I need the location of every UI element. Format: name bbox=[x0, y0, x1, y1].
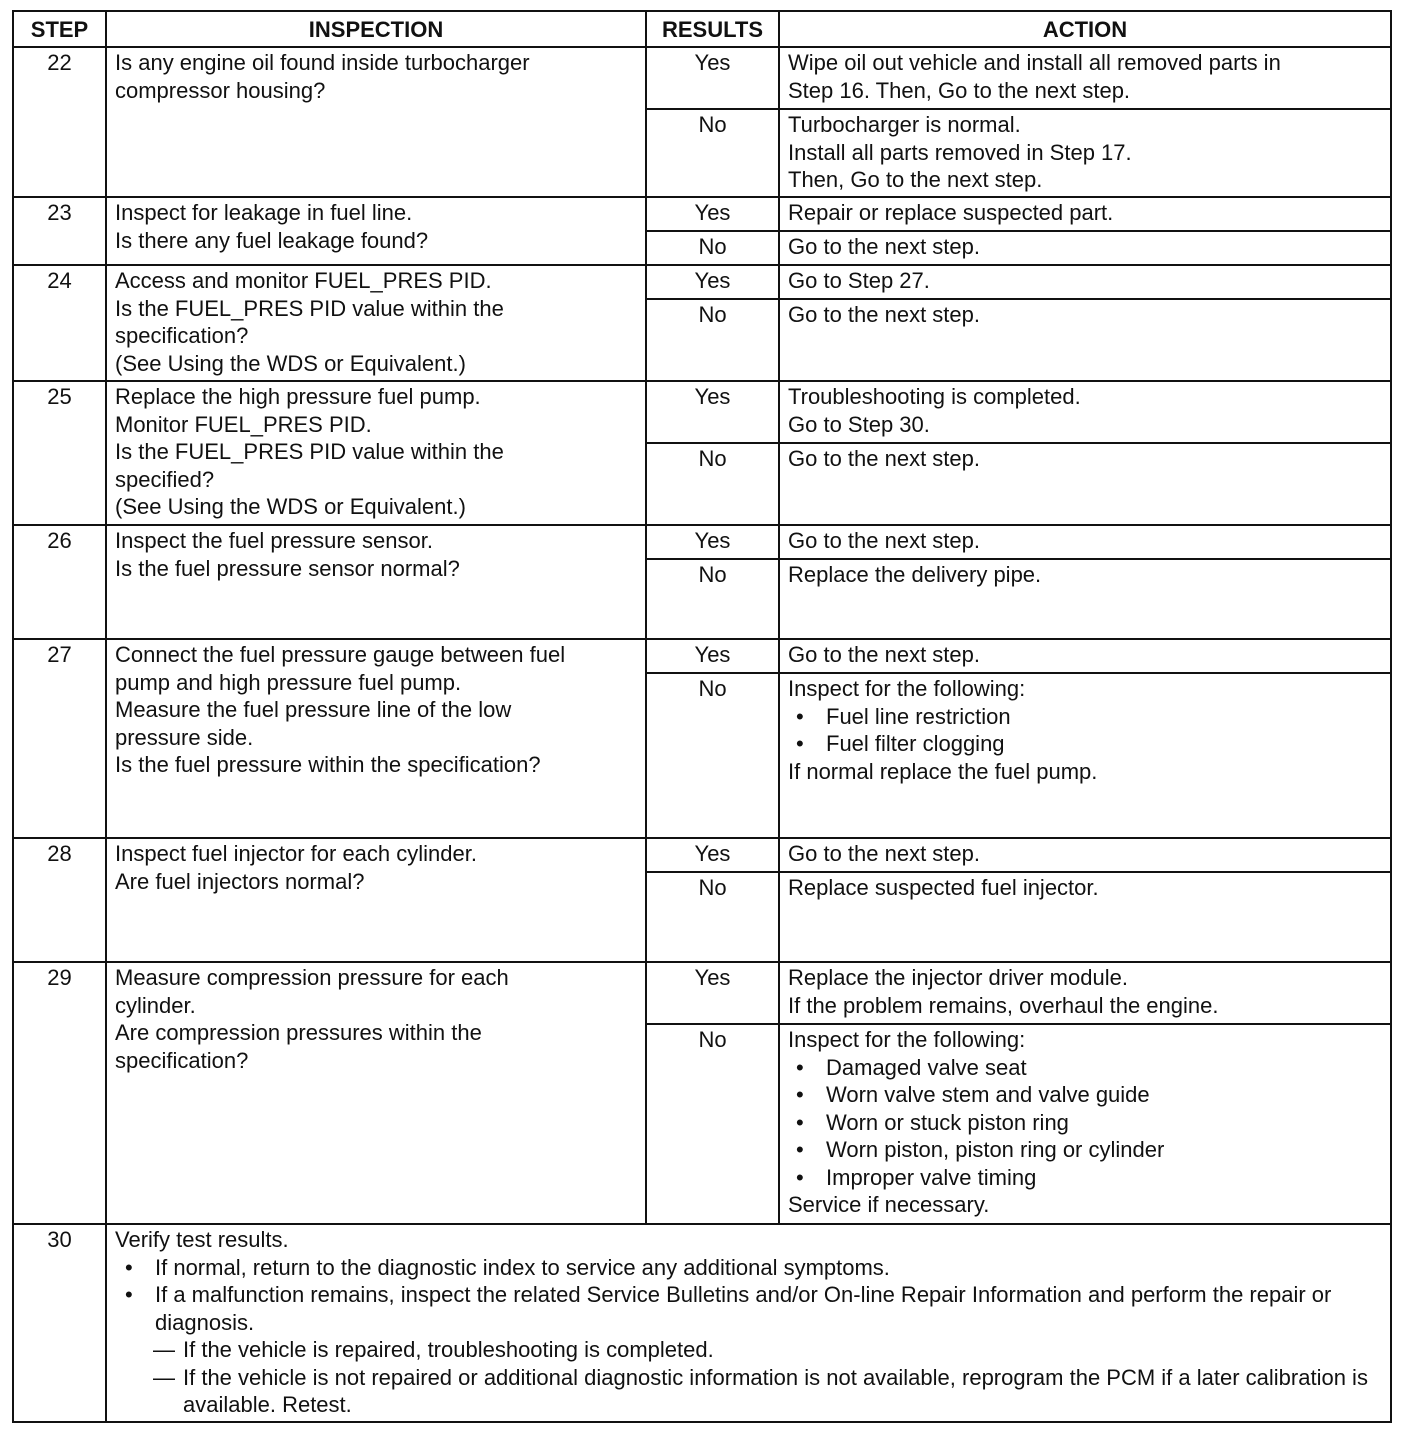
inspection-cell bbox=[106, 265, 646, 381]
action-text: Go to the next step. bbox=[788, 234, 981, 259]
diagnostic-table bbox=[12, 10, 1392, 1423]
table-row bbox=[13, 962, 1391, 1024]
table-row bbox=[13, 639, 1391, 673]
action-yes bbox=[779, 265, 1391, 299]
action-no bbox=[779, 443, 1391, 525]
inspection-text: specification? bbox=[115, 323, 249, 348]
header-row bbox=[13, 11, 1391, 47]
result-yes: Yes bbox=[646, 525, 779, 559]
inspection-cell bbox=[106, 381, 646, 525]
action-text: Troubleshooting is completed. bbox=[788, 384, 1081, 409]
action-no bbox=[779, 231, 1391, 265]
table-row bbox=[13, 525, 1391, 559]
action-no bbox=[779, 559, 1391, 639]
action-text: Repair or replace suspected part. bbox=[788, 200, 1114, 225]
inspection-text: Is the fuel pressure sensor normal? bbox=[115, 555, 460, 581]
inspection-text: Is there any fuel leakage found? bbox=[115, 227, 429, 253]
action-text: Step 16. Then, Go to the next step. bbox=[788, 77, 1131, 103]
action-text: Service if necessary. bbox=[788, 1192, 990, 1217]
action-text: Turbocharger is normal. bbox=[788, 112, 1021, 137]
action-text: Wipe oil out vehicle and install all removed parts in bbox=[788, 50, 1281, 75]
result-no: No bbox=[646, 559, 779, 639]
inspection-cell bbox=[106, 962, 646, 1224]
result-yes: Yes bbox=[646, 838, 779, 872]
header-step: STEP bbox=[13, 11, 106, 47]
action-text: Then, Go to the next step. bbox=[788, 167, 1043, 192]
result-yes: Yes bbox=[646, 381, 779, 443]
inspection-text: Is any engine oil found inside turbocharger bbox=[115, 50, 530, 75]
inspection-text: Monitor FUEL_PRES PID. bbox=[115, 411, 372, 437]
result-yes: Yes bbox=[646, 265, 779, 299]
action-text: Replace the injector driver module. bbox=[788, 965, 1128, 990]
inspection-text: Inspect the fuel pressure sensor. bbox=[115, 528, 433, 553]
result-no: No bbox=[646, 443, 779, 525]
step-number: 23 bbox=[13, 197, 106, 265]
inspection-text: specification? bbox=[115, 1047, 249, 1073]
inspection-text: Is the fuel pressure within the specification? bbox=[115, 752, 541, 777]
inspection-text: cylinder. bbox=[115, 992, 196, 1018]
inspection-text: pressure side. bbox=[115, 724, 254, 750]
inspection-cell bbox=[106, 197, 646, 265]
inspection-text: Access and monitor FUEL_PRES PID. bbox=[115, 268, 492, 293]
action-no bbox=[779, 1024, 1391, 1224]
bullet-item: • Worn or stuck piston ring bbox=[788, 1109, 1382, 1137]
inspection-text: Inspect fuel injector for each cylinder. bbox=[115, 841, 477, 866]
diagnostic-document bbox=[12, 10, 1390, 1423]
action-text: Go to the next step. bbox=[788, 841, 981, 866]
inspection-text: pump and high pressure fuel pump. bbox=[115, 669, 462, 695]
header-action: ACTION bbox=[779, 11, 1391, 47]
bullet-item: • Fuel filter clogging bbox=[788, 730, 1382, 758]
step-number: 30 bbox=[13, 1224, 106, 1422]
result-no: No bbox=[646, 872, 779, 962]
step-number: 27 bbox=[13, 639, 106, 838]
bullet-item: • Fuel line restriction bbox=[788, 703, 1382, 731]
action-yes bbox=[779, 962, 1391, 1024]
action-yes bbox=[779, 197, 1391, 231]
action-no bbox=[779, 109, 1391, 197]
table-row bbox=[13, 197, 1391, 231]
final-intro: Verify test results. bbox=[115, 1227, 289, 1252]
action-yes bbox=[779, 639, 1391, 673]
step-number: 29 bbox=[13, 962, 106, 1224]
result-no: No bbox=[646, 673, 779, 838]
action-text: Replace suspected fuel injector. bbox=[788, 875, 1099, 900]
inspection-text: specified? bbox=[115, 466, 215, 492]
step-number: 24 bbox=[13, 265, 106, 381]
inspection-text: (See Using the WDS or Equivalent.) bbox=[115, 350, 466, 376]
action-text: Inspect for the following: bbox=[788, 1027, 1026, 1052]
step-number: 25 bbox=[13, 381, 106, 525]
action-text: Go to the next step. bbox=[788, 642, 981, 667]
action-text: Inspect for the following: bbox=[788, 676, 1026, 701]
header-inspection: INSPECTION bbox=[106, 11, 646, 47]
action-yes bbox=[779, 381, 1391, 443]
action-yes bbox=[779, 525, 1391, 559]
table-row bbox=[13, 47, 1391, 109]
action-text: Replace the delivery pipe. bbox=[788, 562, 1042, 587]
bullet-item: • If a malfunction remains, inspect the related Service Bulletins and/or On-line Repair Information and perform the repair or diagnosis. bbox=[145, 1281, 1382, 1336]
table-row bbox=[13, 1224, 1391, 1422]
bullet-item: • Improper valve timing bbox=[788, 1164, 1382, 1192]
result-yes: Yes bbox=[646, 639, 779, 673]
action-text: If normal replace the fuel pump. bbox=[788, 758, 1098, 784]
inspection-text: Measure compression pressure for each bbox=[115, 965, 509, 990]
action-text: Go to the next step. bbox=[788, 528, 981, 553]
sub-item: — If the vehicle is not repaired or additional diagnostic information is not available, reprogram the PCM if a later calibration is available. Retest. bbox=[183, 1364, 1382, 1419]
inspection-text: Is the FUEL_PRES PID value within the bbox=[115, 295, 504, 321]
table-row bbox=[13, 381, 1391, 443]
result-yes: Yes bbox=[646, 197, 779, 231]
action-yes bbox=[779, 47, 1391, 109]
inspection-cell bbox=[106, 838, 646, 962]
inspection-text: (See Using the WDS or Equivalent.) bbox=[115, 494, 466, 519]
inspection-text: compressor housing? bbox=[115, 77, 326, 103]
final-step-cell bbox=[106, 1224, 1391, 1422]
result-no: No bbox=[646, 299, 779, 381]
action-yes bbox=[779, 838, 1391, 872]
inspection-cell bbox=[106, 639, 646, 838]
action-text: Go to Step 30. bbox=[788, 411, 930, 437]
result-no: No bbox=[646, 1024, 779, 1224]
table-row bbox=[13, 265, 1391, 299]
inspection-text: Inspect for leakage in fuel line. bbox=[115, 200, 413, 225]
table-row bbox=[13, 838, 1391, 872]
inspection-text: Connect the fuel pressure gauge between fuel bbox=[115, 642, 566, 667]
bullet-item: • Damaged valve seat bbox=[788, 1054, 1382, 1082]
inspection-text: Is the FUEL_PRES PID value within the bbox=[115, 439, 504, 464]
action-no bbox=[779, 299, 1391, 381]
step-number: 28 bbox=[13, 838, 106, 962]
inspection-text: Replace the high pressure fuel pump. bbox=[115, 384, 481, 409]
action-no bbox=[779, 673, 1391, 838]
inspection-cell bbox=[106, 47, 646, 197]
inspection-text: Are fuel injectors normal? bbox=[115, 868, 365, 894]
bullet-item: • If normal, return to the diagnostic index to service any additional symptoms. bbox=[145, 1254, 1382, 1282]
result-no: No bbox=[646, 109, 779, 197]
bullet-item: • Worn valve stem and valve guide bbox=[788, 1081, 1382, 1109]
inspection-text: Measure the fuel pressure line of the low bbox=[115, 697, 512, 722]
result-yes: Yes bbox=[646, 962, 779, 1024]
inspection-text: Are compression pressures within the bbox=[115, 1020, 482, 1045]
action-text: Go to the next step. bbox=[788, 302, 981, 327]
result-yes: Yes bbox=[646, 47, 779, 109]
step-number: 22 bbox=[13, 47, 106, 197]
result-no: No bbox=[646, 231, 779, 265]
sub-item: — If the vehicle is repaired, troubleshooting is completed. bbox=[183, 1336, 1382, 1364]
inspection-cell bbox=[106, 525, 646, 639]
action-no bbox=[779, 872, 1391, 962]
action-text: Go to Step 27. bbox=[788, 268, 930, 293]
bullet-item: • Worn piston, piston ring or cylinder bbox=[788, 1136, 1382, 1164]
step-number: 26 bbox=[13, 525, 106, 639]
header-results: RESULTS bbox=[646, 11, 779, 47]
action-text: Install all parts removed in Step 17. bbox=[788, 139, 1132, 165]
action-text: Go to the next step. bbox=[788, 446, 981, 471]
action-text: If the problem remains, overhaul the engine. bbox=[788, 992, 1219, 1018]
